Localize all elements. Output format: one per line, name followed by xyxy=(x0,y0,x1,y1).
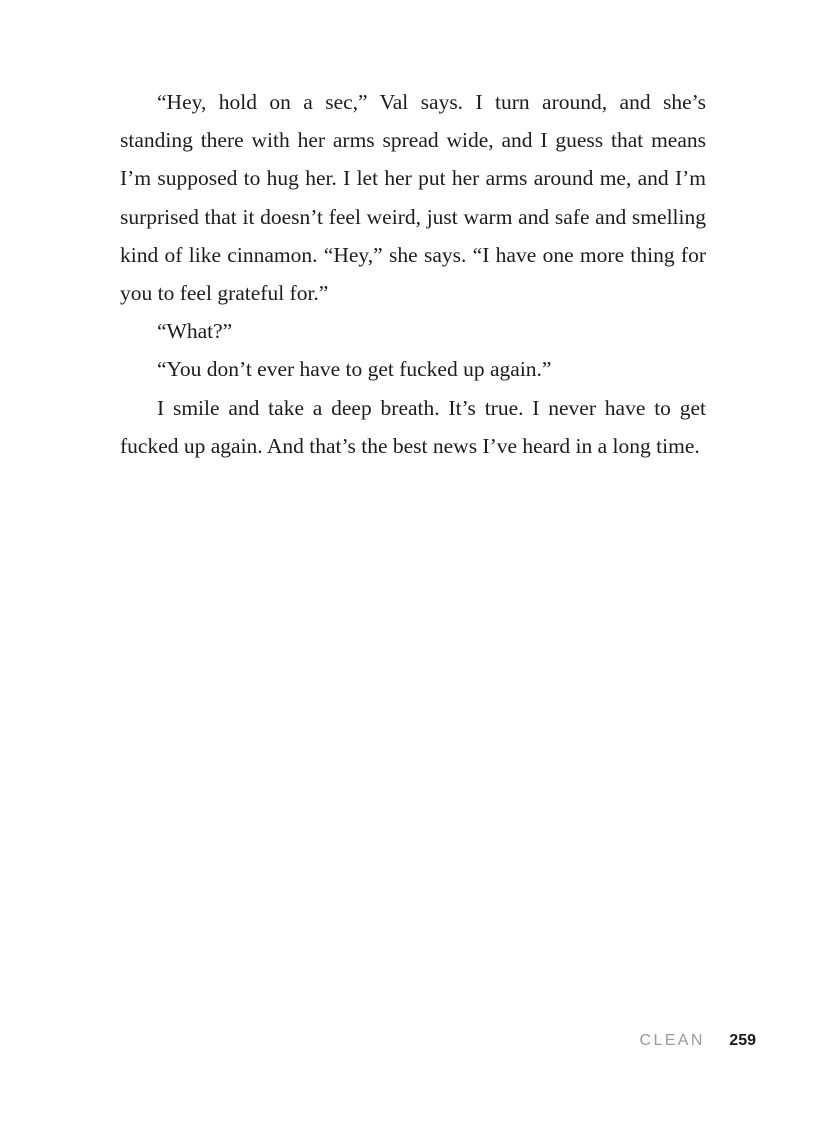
paragraph-1: “Hey, hold on a sec,” Val says. I turn around, and she’s standing there with her arms spread wide, and I guess that means I’m supposed to hug her. I let her put her arms around me, and I’m surprised that it doesn’t feel weird, just warm and safe and smelling kind of like cinnamon. “Hey,” she says. “I have one more thing for you to feel grateful for.” xyxy=(120,90,706,306)
body-text xyxy=(120,83,706,465)
running-footer xyxy=(560,1032,756,1056)
book-title: CLEAN xyxy=(639,1032,705,1049)
page-number: 259 xyxy=(729,1032,756,1049)
paragraph-4: I smile and take a deep breath. It’s true. I never have to get fucked up again. And that’s the best news I’ve heard in a long time. xyxy=(120,395,706,458)
paragraph-2: “What?” xyxy=(157,319,233,344)
paragraph-3: “You don’t ever have to get fucked up again.” xyxy=(157,357,552,382)
